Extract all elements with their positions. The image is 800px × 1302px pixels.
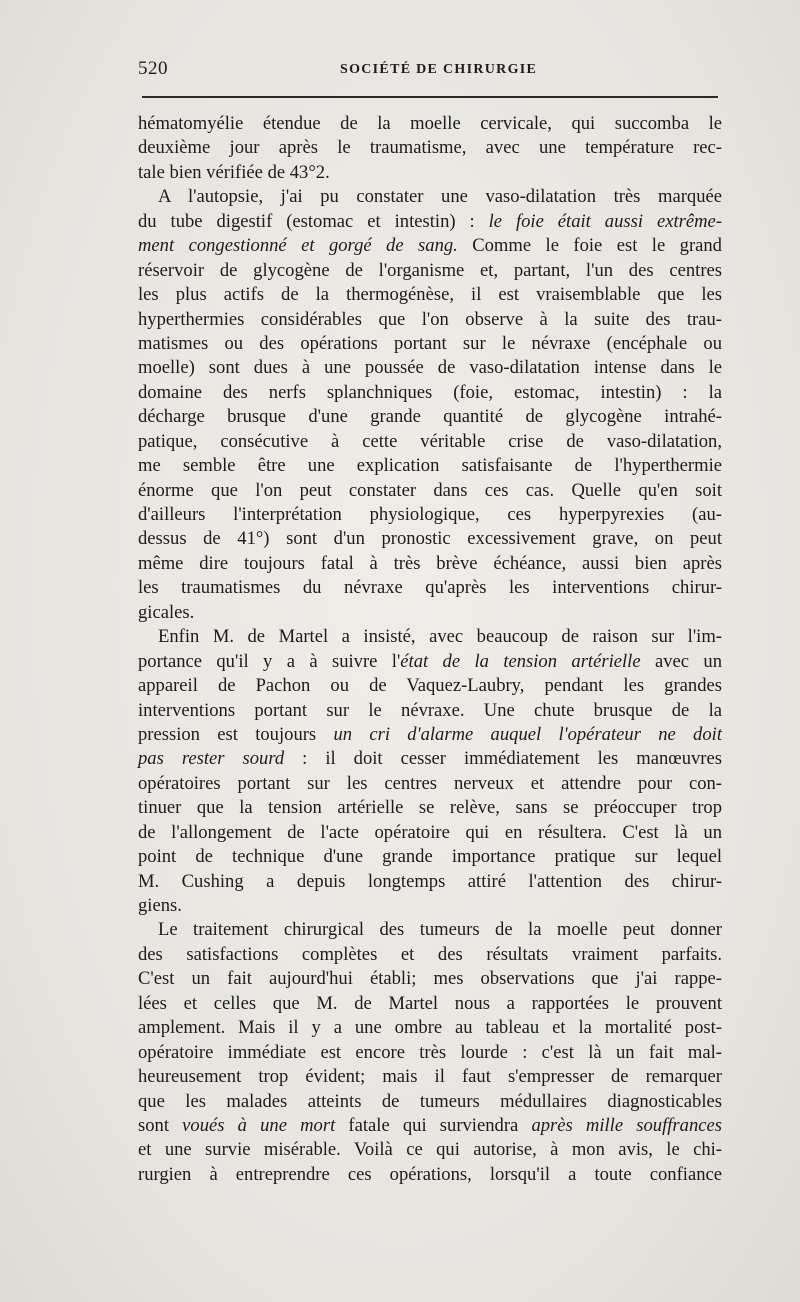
text-segment: appareil de Pachon ou de Vaquez-Laubry, pendant les grandes [138,675,722,697]
text-line [138,625,722,649]
text-segment: de l'allongement de l'acte opératoire qui en résultera. C'est là un [138,821,722,843]
text-segment: fatale qui surviendra [335,1114,532,1136]
text-line [138,112,722,136]
text-segment: réservoir de glycogène de l'organisme et, partant, l'un des centres [138,259,722,281]
text-line [138,723,722,747]
text-segment: décharge brusque d'une grande quantité de glycogène intrahé- [138,406,722,428]
text-segment: dessus de 41°) sont d'un pronostic excessivement grave, on peut [138,528,722,550]
text-segment: gicales. [138,601,195,623]
text-segment: tinuer que la tension artérielle se relève, sans se préoccuper trop [138,797,722,819]
header-rule [142,96,718,98]
text-segment: sont [138,1114,183,1136]
italic-segment: voués à une mort [182,1114,336,1136]
text-segment: Enfin M. de Martel a insisté, avec beaucoup de raison sur l'im- [158,626,722,648]
text-segment: rurgien à entreprendre ces opérations, lorsqu'il a toute confiance [138,1163,722,1185]
text-line [138,552,722,576]
text-line [138,503,722,527]
italic-segment: après mille souffrances [531,1114,722,1136]
text-line [138,381,722,405]
text-segment: et une survie misérable. Voilà ce qui autorise, à mon avis, le chi- [138,1139,722,1161]
text-line [138,1090,722,1114]
text-segment: M. Cushing a depuis longtemps attiré l'attention des chirur- [138,870,722,892]
text-line [138,1114,722,1138]
text-segment: heureusement trop évident; mais il faut s'empresser de remarquer [138,1066,722,1088]
text-line [138,1016,722,1040]
text-segment: giens. [138,895,182,916]
text-line [138,259,722,283]
text-line [138,992,722,1016]
text-segment: amplement. Mais il y a une ombre au tableau et la mortalité post- [138,1017,722,1039]
text-segment: moelle) sont dues à une poussée de vaso-dilatation intense dans le [138,357,722,379]
text-line [138,1041,722,1065]
text-segment: Le traitement chirurgical des tumeurs de la moelle peut donner [158,919,722,941]
text-segment: A l'autopsie, j'ai pu constater une vaso-dilatation très marquée [158,186,722,208]
italic-segment: ment congestionné et gorgé de sang. [138,235,458,257]
text-segment: d'ailleurs l'interprétation physiologique, ces hyperpyrexies (au- [138,504,722,525]
text-line [138,283,722,307]
text-line [138,699,722,723]
text-segment: du tube digestif (estomac et intestin) : [138,210,489,232]
text-segment: C'est un fait aujourd'hui établi; mes observations que j'ai rappe- [138,968,722,990]
text-segment: les traumatismes du névraxe qu'après les interventions chirur- [138,577,722,599]
text-segment: opératoires portant sur les centres nerveux et attendre pour con- [138,772,722,794]
text-line [138,894,722,918]
text-line [138,1065,722,1089]
text-line [138,796,722,820]
italic-segment: le foie était aussi extrême- [488,210,722,232]
text-segment: énorme que l'on peut constater dans ces cas. Quelle qu'en soit [138,479,722,501]
italic-segment: état de la tension artérielle [400,650,641,672]
text-segment: tale bien vérifiée de 43°2. [138,161,330,183]
text-line [138,479,722,503]
text-line [138,674,722,698]
text-segment: deuxième jour après le traumatisme, avec une température rec- [138,137,722,159]
text-line [138,1163,722,1187]
text-segment: hématomyélie étendue de la moelle cervicale, qui succomba le [138,113,722,134]
text-segment: hyperthermies considérables que l'on observe à la suite des trau- [138,308,722,330]
page-header [138,58,720,86]
text-line [138,845,722,869]
text-line [138,772,722,796]
page-number: 520 [138,58,168,79]
text-line [138,234,722,258]
text-line [138,527,722,551]
text-line [138,308,722,332]
text-segment: opératoire immédiate est encore très lourde : c'est là un fait mal- [138,1041,722,1063]
text-segment: Comme le foie est le grand [457,235,722,257]
text-segment: portance qu'il y a à suivre l' [138,650,401,672]
text-segment: interventions portant sur le névraxe. Une chute brusque de la [138,699,722,721]
text-segment: patique, consécutive à cette véritable crise de vaso-dilatation, [138,430,722,452]
text-segment: pression est toujours [138,723,334,745]
text-line [138,821,722,845]
text-line [138,943,722,967]
italic-segment: un cri d'alarme auquel l'opérateur ne doit [333,723,722,745]
text-line [138,1138,722,1162]
text-line [138,136,722,160]
text-line [138,332,722,356]
text-segment: : il doit cesser immédiatement les manœuvres [284,748,722,770]
text-line [138,161,722,185]
body-text [138,112,722,1187]
text-segment: point de technique d'une grande importance pratique sur lequel [138,846,722,868]
text-segment: matismes ou des opérations portant sur le névraxe (encéphale ou [138,332,722,354]
text-line [138,405,722,429]
text-line [138,430,722,454]
text-line [138,576,722,600]
text-segment: domaine des nerfs splanchniques (foie, estomac, intestin) : la [138,381,722,403]
text-line [138,601,722,625]
text-line [138,870,722,894]
text-segment: que les malades atteints de tumeurs médullaires diagnosticables [138,1090,722,1112]
running-head: SOCIÉTÉ DE CHIRURGIE [340,62,538,77]
text-line [138,210,722,234]
text-segment: avec un [640,650,722,672]
text-line [138,967,722,991]
text-segment: les plus actifs de la thermogénèse, il est vraisemblable que les [138,284,722,306]
italic-segment: pas rester sourd [138,748,285,770]
text-segment: même dire toujours fatal à très brève échéance, aussi bien après [138,552,722,574]
text-line [138,650,722,674]
text-line [138,454,722,478]
text-line [138,185,722,209]
text-line [138,747,722,771]
text-segment: me semble être une explication satisfaisante de l'hyperthermie [138,455,722,477]
text-segment: des satisfactions complètes et des résultats vraiment parfaits. [138,943,722,965]
text-segment: lées et celles que M. de Martel nous a rapportées le prouvent [138,992,722,1014]
text-line [138,918,722,942]
text-line [138,356,722,380]
